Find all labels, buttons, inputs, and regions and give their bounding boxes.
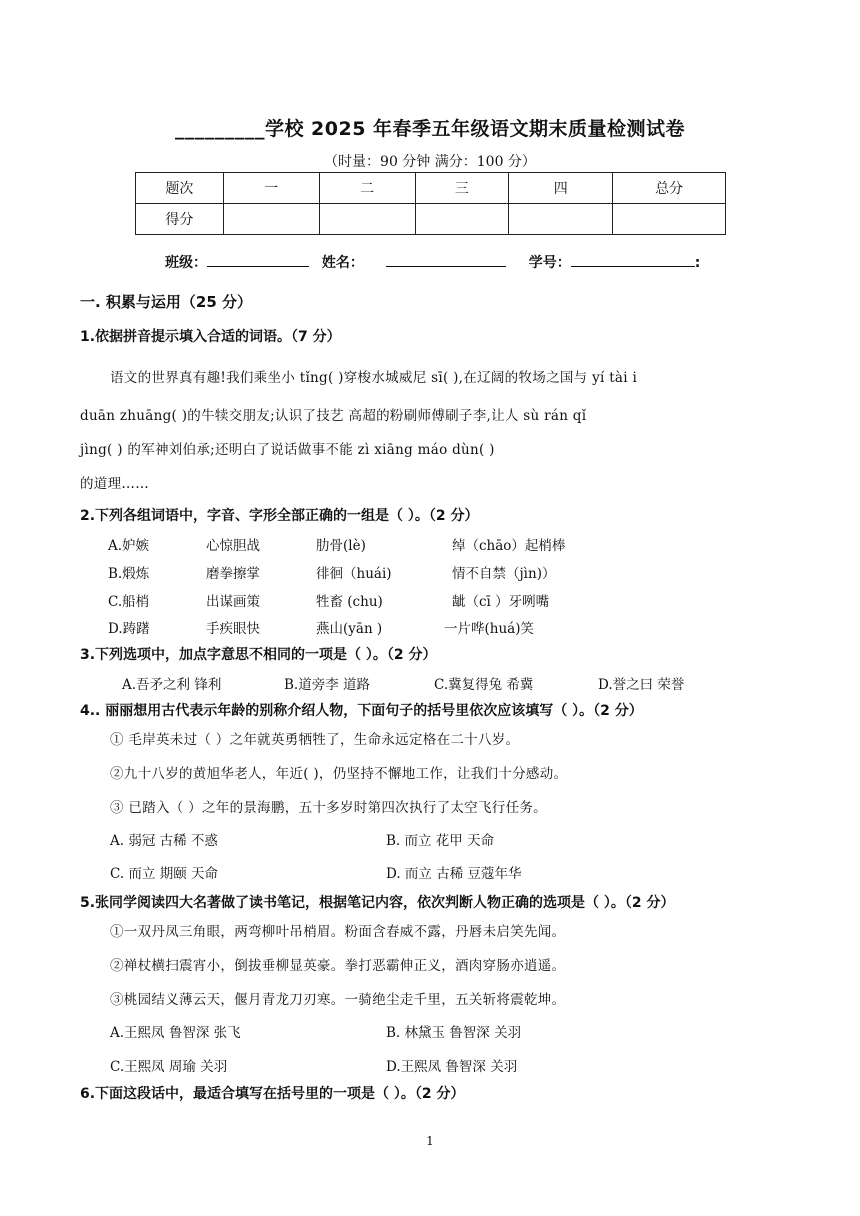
q6-title: 6.下面这段话中，最适合填写在括号里的一项是（ ）。（2 分） xyxy=(80,1086,465,1102)
q2-option-col2: 出谋画策 xyxy=(206,594,260,610)
score-table-header-cell: 三 xyxy=(415,173,509,204)
score-table-score-row xyxy=(136,204,726,235)
score-table-header-cell: 总分 xyxy=(613,173,726,204)
score-cell[interactable] xyxy=(223,204,319,235)
score-table-header-cell: 题次 xyxy=(136,173,224,204)
q5-note: ②禅杖横扫震宵小，倒拔垂柳显英豪。拳打恶霸伸正义，酒肉穿肠亦逍遥。 xyxy=(110,958,566,974)
q2-option-col4: 情不自禁（jìn)） xyxy=(452,566,556,582)
score-cell[interactable] xyxy=(613,204,726,235)
q4-option-a: A. 弱冠 古稀 不惑 xyxy=(110,833,218,849)
q3-title: 3.下列选项中，加点字意思不相同的一项是（ ）。（2 分） xyxy=(80,647,437,663)
q5-title: 5.张同学阅读四大名著做了读书笔记，根据笔记内容，依次判断人物正确的选项是（ ）。（2 分） xyxy=(80,895,675,911)
name-label: 姓名： xyxy=(321,255,364,271)
q3-option-b: B.道旁李 道路 xyxy=(284,677,371,693)
q2-title: 2.下列各组词语中，字音、字形全部正确的一组是（ ）。（2 分） xyxy=(80,508,479,524)
q2-option-col4: 一片哗(huá)笑 xyxy=(444,621,534,637)
q3-option-a: A.吾矛之利 锋利 xyxy=(122,677,222,693)
score-cell[interactable] xyxy=(415,204,509,235)
q5-note: ①一双丹凤三角眼，两弯柳叶吊梢眉。粉面含春威不露，丹唇未启笑先闻。 xyxy=(110,924,566,940)
q2-option-col2: 磨拳擦掌 xyxy=(206,566,260,582)
score-row-label: 得分 xyxy=(136,204,224,235)
q2-option-col1: D.踌躇 xyxy=(108,621,150,637)
class-field[interactable] xyxy=(207,252,309,267)
q5-option-b: B. 林黛玉 鲁智深 关羽 xyxy=(386,1025,522,1041)
q1-line: 的道理…… xyxy=(80,476,149,492)
score-table-header-row xyxy=(136,173,726,204)
q2-option-col1: A.妒嫉 xyxy=(108,538,150,554)
class-label: 班级： xyxy=(165,255,207,271)
section-1-title: 一. 积累与运用（25 分） xyxy=(80,293,253,311)
q4-sentence: ③ 已踏入（ ）之年的景海鹏，五十多岁时第四次执行了太空飞行任务。 xyxy=(110,800,547,816)
id-field[interactable] xyxy=(571,252,695,267)
q5-option-c: C.王熙凤 周瑜 关羽 xyxy=(110,1059,228,1075)
name-field[interactable] xyxy=(386,252,506,267)
q2-option-col3: 肋骨(lè) xyxy=(316,538,366,554)
q3-option-d: D.誉之曰 荣誉 xyxy=(598,677,685,693)
score-table-header-cell: 四 xyxy=(509,173,613,204)
q1-line: 语文的世界真有趣!我们乘坐小 tǐng( )穿梭水城威尼 sī( ),在辽阔的牧场之国与 yí tài i xyxy=(110,370,638,386)
q2-option-col2: 手疾眼快 xyxy=(206,621,260,637)
q2-option-col4: 绰（chāo）起梢棒 xyxy=(452,538,566,554)
page-number: 1 xyxy=(426,1134,434,1148)
score-table-header-cell: 一 xyxy=(223,173,319,204)
score-cell[interactable] xyxy=(319,204,415,235)
q4-option-c: C. 而立 期颐 天命 xyxy=(110,866,219,882)
q2-option-col2: 心惊胆战 xyxy=(206,538,260,554)
exam-subtitle: （时量：90 分钟 满分：100 分） xyxy=(324,154,536,170)
q2-option-col1: B.煅炼 xyxy=(108,566,150,582)
exam-title: _________学校 2025 年春季五年级语文期末质量检测试卷 xyxy=(174,118,686,140)
q3-option-c: C.冀复得兔 希冀 xyxy=(434,677,534,693)
q4-option-b: B. 而立 花甲 天命 xyxy=(386,833,495,849)
score-table-header-cell: 二 xyxy=(319,173,415,204)
student-info-row xyxy=(165,252,700,272)
score-cell[interactable] xyxy=(509,204,613,235)
q2-option-col3: 燕山(yān ) xyxy=(316,621,383,637)
q2-option-col1: C.船梢 xyxy=(108,594,150,610)
q4-option-d: D. 而立 古稀 豆蔻年华 xyxy=(386,866,522,882)
q1-line: duān zhuāng( )的牛犊交朋友;认识了技艺 高超的粉刷师傅刷子李,让人 sù rán qǐ xyxy=(80,408,587,424)
q2-option-col3: 徘徊（huái) xyxy=(316,566,392,582)
q1-title: 1.依据拼音提示填入合适的词语。（7 分） xyxy=(80,329,341,345)
q2-option-col3: 牲畜 (chu) xyxy=(316,594,383,610)
q5-option-d: D.王熙凤 鲁智深 关羽 xyxy=(386,1059,518,1075)
q4-sentence: ① 毛岸英未过（ ）之年就英勇牺牲了，生命永远定格在二十八岁。 xyxy=(110,732,520,748)
info-trailing-colon: : xyxy=(694,255,701,271)
q2-option-col4: 龇（cī ）牙咧嘴 xyxy=(452,594,550,610)
q4-title: 4.. 丽丽想用古代表示年龄的别称介绍人物，下面句子的括号里依次应该填写（ ）。（2 分） xyxy=(80,703,643,719)
score-table xyxy=(135,172,726,235)
q5-note: ③桃园结义薄云天，偃月青龙刀刃寒。一骑绝尘走千里，五关斩将震乾坤。 xyxy=(110,992,566,1008)
q1-line: jìng( ) 的军神刘伯承;还明白了说话做事不能 zì xiāng máo dùn( ) xyxy=(80,442,495,458)
q4-sentence: ②九十八岁的黄旭华老人，年近( )，仍坚持不懈地工作，让我们十分感动。 xyxy=(110,766,568,782)
id-label: 学号： xyxy=(528,255,571,271)
q5-option-a: A.王熙凤 鲁智深 张飞 xyxy=(110,1025,241,1041)
